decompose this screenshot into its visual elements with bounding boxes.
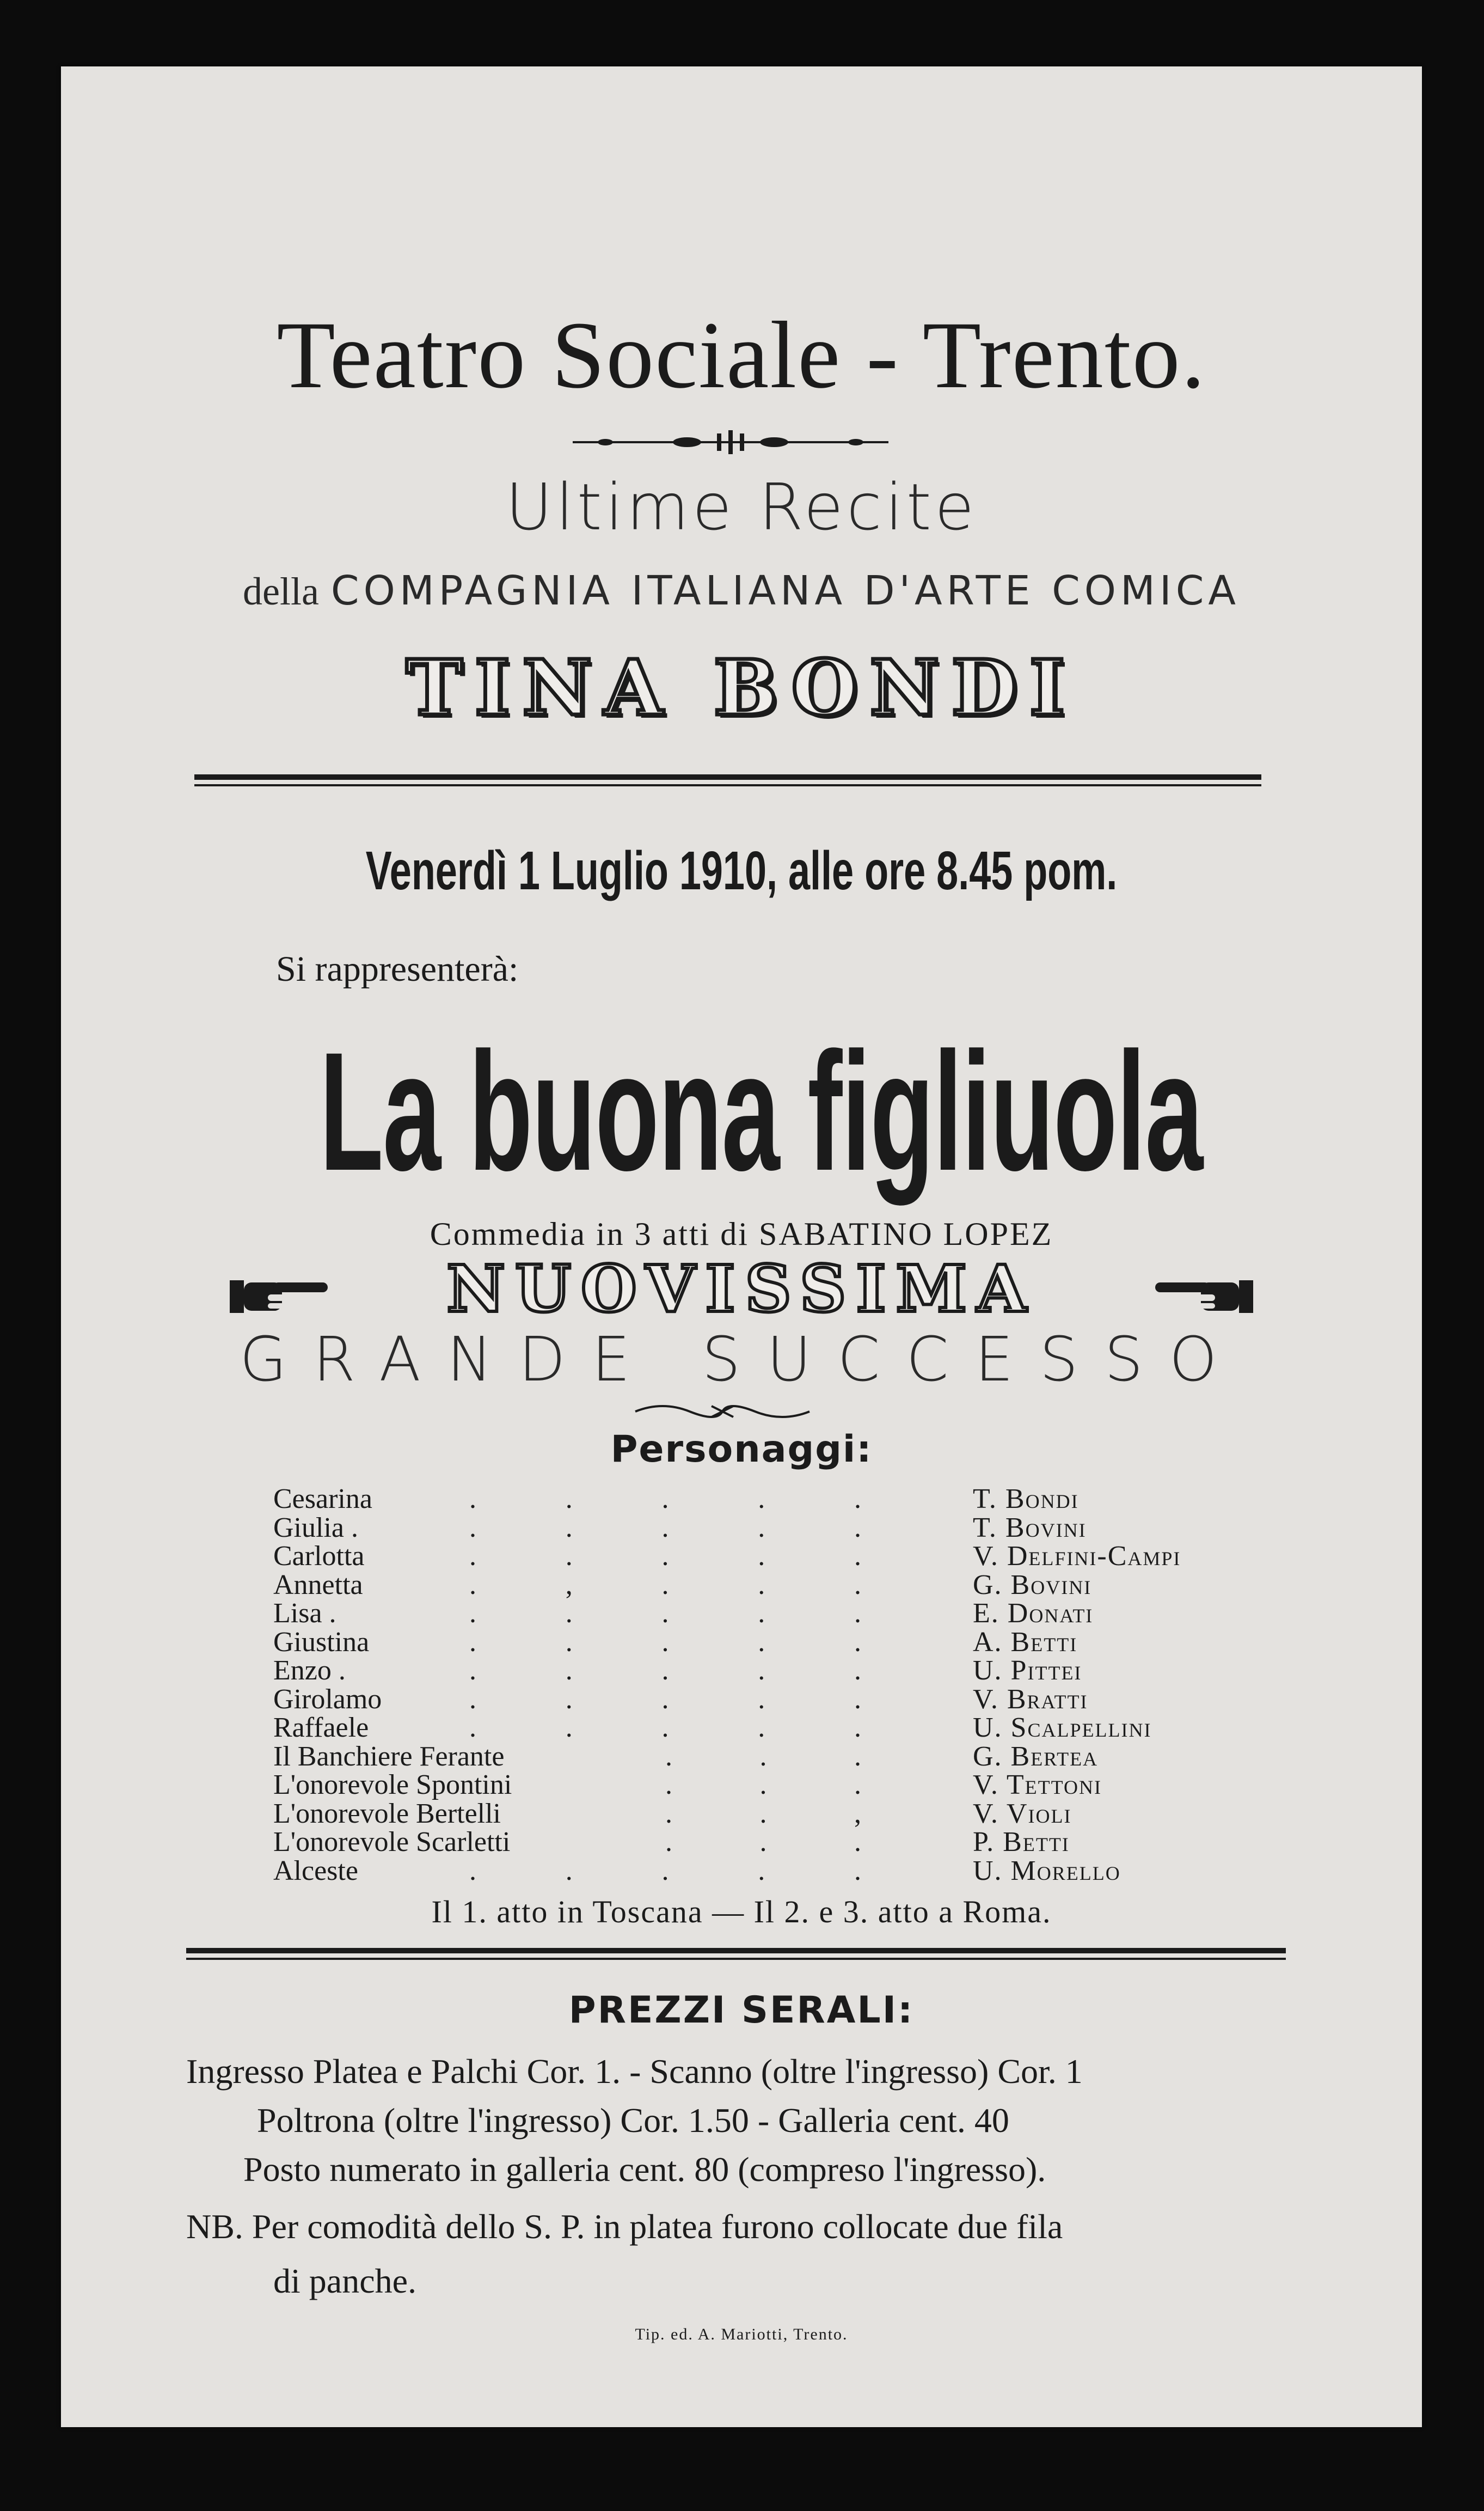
cast-leader-dots: . . . . . xyxy=(469,1683,861,1715)
company-line xyxy=(61,567,1422,614)
double-rule-bottom xyxy=(186,1948,1286,1960)
cast-role: Il Banchiere Ferante xyxy=(273,1740,505,1772)
small-ornament-icon xyxy=(630,1401,815,1422)
price-line: Posto numerato in galleria cent. 80 (compreso l'ingresso). xyxy=(243,2150,1046,2189)
cast-leader-dots: . . . . . xyxy=(469,1512,861,1543)
cast-role: L'onorevole Spontini xyxy=(273,1769,512,1800)
price-line: Poltrona (oltre l'ingresso) Cor. 1.50 - Galleria cent. 40 xyxy=(257,2101,1009,2140)
cast-row xyxy=(273,1685,1253,1714)
cast-role: L'onorevole Scarletti xyxy=(273,1826,511,1858)
success-label: GRANDE SUCCESSO xyxy=(240,1324,1243,1395)
cast-actor: G. Bovini xyxy=(973,1569,1092,1600)
date-line: Venerdì 1 Luglio 1910, alle ore 8.45 pom. xyxy=(365,840,1118,901)
cast-leader-dots: . . . . . xyxy=(469,1855,861,1886)
cast-leader-dots: . . . . . xyxy=(469,1712,861,1743)
subtitle: Ultime Recite xyxy=(505,469,978,545)
cast-leader-dots: . . . xyxy=(665,1826,861,1858)
cast-leader-dots: . . . . . xyxy=(469,1655,861,1686)
printer-credit: Tip. ed. A. Mariotti, Trento. xyxy=(635,2325,848,2343)
setting-line: Il 1. atto in Toscana — Il 2. e 3. atto a Roma. xyxy=(431,1894,1052,1929)
cast-role: Alceste xyxy=(273,1855,358,1886)
intro-text: Si rappresenterà: xyxy=(276,949,519,989)
price-line: Ingresso Platea e Palchi Cor. 1. - Scanno (oltre l'ingresso) Cor. 1 xyxy=(186,2052,1083,2091)
cast-row xyxy=(273,1485,1253,1514)
cast-role: Carlotta xyxy=(273,1541,365,1572)
note-line-continued: di panche. xyxy=(273,2262,416,2300)
cast-row xyxy=(273,1740,1253,1772)
star-name: TINA BONDI xyxy=(406,644,1077,733)
cast-role: Giustina xyxy=(273,1626,370,1658)
cast-actor: U. Pittei xyxy=(973,1655,1082,1686)
cast-leader-dots: . . . . . xyxy=(469,1483,861,1514)
prices-heading: PREZZI SERALI: xyxy=(568,1989,915,2032)
cast-row xyxy=(273,1599,1253,1628)
cast-actor: V. Violi xyxy=(973,1798,1072,1829)
cast-list xyxy=(273,1485,1253,1885)
cast-role: Enzo . xyxy=(273,1655,346,1686)
cast-role: Annetta xyxy=(273,1569,363,1600)
cast-actor: V. Delfini-Campi xyxy=(973,1541,1181,1572)
cast-row xyxy=(273,1542,1253,1571)
play-description: Commedia in 3 atti di SABATINO LOPEZ xyxy=(430,1216,1053,1252)
pointing-hand-left-icon xyxy=(1155,1273,1253,1318)
double-rule-top xyxy=(194,774,1261,786)
poster-sheet xyxy=(61,66,1422,2427)
novelty-label: NUOVISSIMA xyxy=(446,1251,1037,1327)
cast-actor: U. Scalpellini xyxy=(973,1712,1152,1743)
cast-leader-dots: . , . . . xyxy=(469,1569,861,1600)
cast-leader-dots: . . . . . xyxy=(469,1541,861,1572)
cast-actor: P. Betti xyxy=(973,1826,1070,1858)
cast-row xyxy=(273,1571,1253,1600)
cast-role: Girolamo xyxy=(273,1683,382,1715)
cast-leader-dots: . . . xyxy=(665,1740,861,1772)
cast-row xyxy=(273,1657,1253,1685)
cast-row xyxy=(273,1714,1253,1743)
cast-heading: Personaggi: xyxy=(610,1428,873,1471)
cast-leader-dots: . . . xyxy=(665,1769,861,1800)
cast-leader-dots: . . . . . xyxy=(469,1626,861,1658)
cast-role: L'onorevole Bertelli xyxy=(273,1798,501,1829)
cast-role: Giulia . xyxy=(273,1512,358,1543)
cast-actor: E. Donati xyxy=(973,1598,1094,1629)
cast-row xyxy=(273,1628,1253,1657)
cast-row xyxy=(273,1800,1253,1829)
company-name: COMPAGNIA ITALIANA D'ARTE COMICA xyxy=(330,567,1240,614)
play-title: La buona figliuola xyxy=(320,1017,1203,1206)
cast-actor: U. Morello xyxy=(973,1855,1121,1886)
cast-role: Cesarina xyxy=(273,1483,372,1514)
cast-leader-dots: . . . . . xyxy=(469,1598,861,1629)
cast-row xyxy=(273,1828,1253,1857)
cast-row xyxy=(273,1857,1253,1886)
cast-role: Raffaele xyxy=(273,1712,369,1743)
cast-actor: A. Betti xyxy=(973,1626,1078,1658)
note-line: NB. Per comodità dello S. P. in platea furono collocate due fila xyxy=(186,2207,1063,2246)
cast-actor: G. Bertea xyxy=(973,1740,1099,1772)
cast-leader-dots: . . , xyxy=(665,1798,861,1829)
cast-row xyxy=(273,1514,1253,1543)
company-prefix: della xyxy=(243,570,319,613)
cast-actor: V. Bratti xyxy=(973,1683,1088,1715)
cast-role: Lisa . xyxy=(273,1598,336,1629)
theatre-title: Teatro Sociale - Trento. xyxy=(277,302,1206,408)
cast-actor: T. Bondi xyxy=(973,1483,1079,1514)
cast-actor: V. Tettoni xyxy=(973,1769,1102,1800)
ornament-divider-icon xyxy=(573,426,888,459)
cast-actor: T. Bovini xyxy=(973,1512,1087,1543)
cast-row xyxy=(273,1771,1253,1800)
